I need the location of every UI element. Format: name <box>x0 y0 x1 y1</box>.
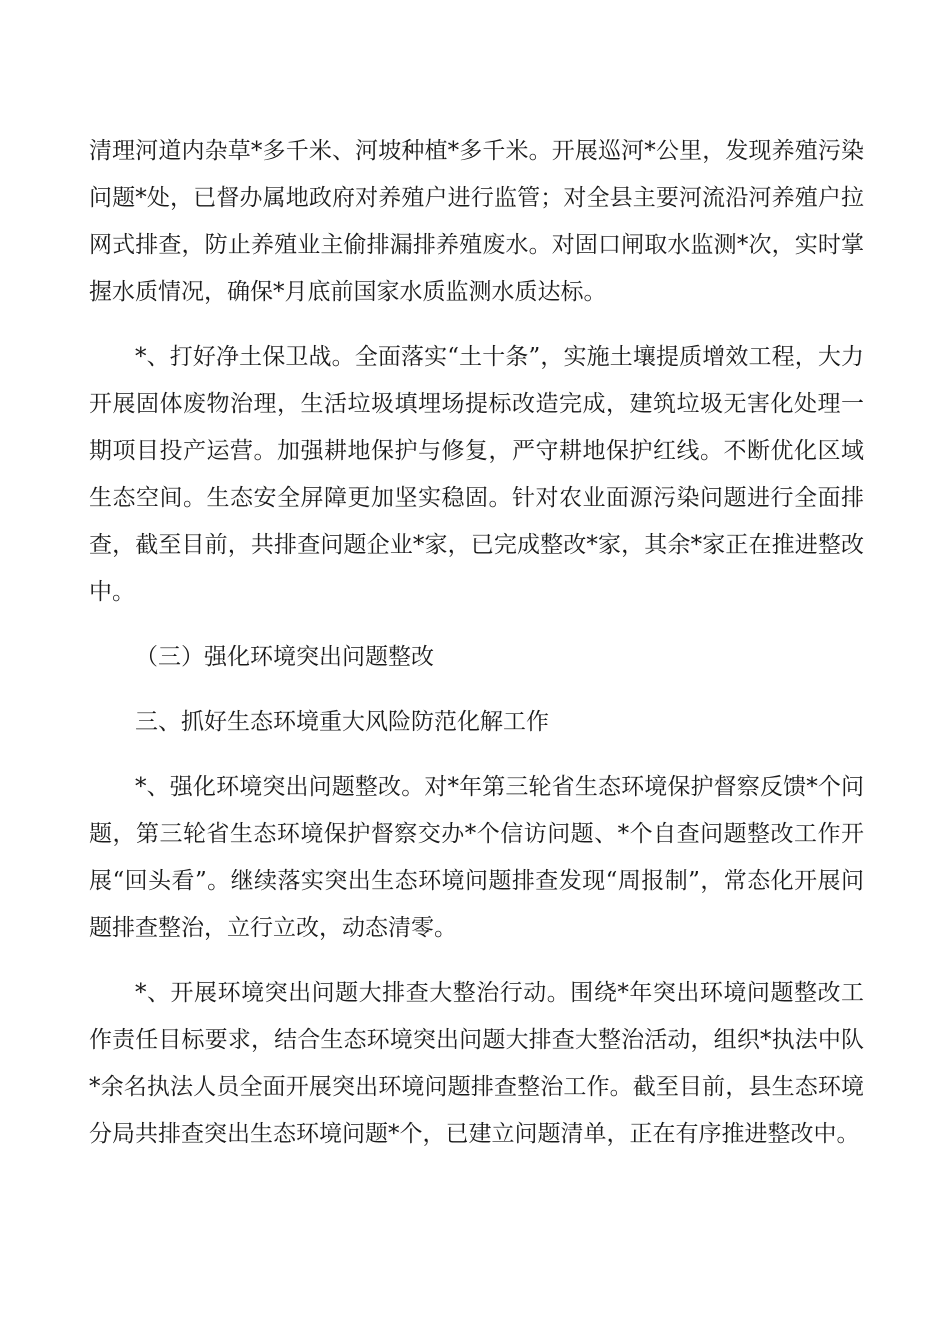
paragraph-soil-protection: *、打好净土保卫战。全面落实“土十条”，实施土壤提质增效工程，大力开展固体废物治理，生活垃圾填埋场提标改造完成，建筑垃圾无害化处理一期项目投产运营。加强耕地保护与修复，严守耕地保护红线。不断优化区域生态空间。生态安全屏障更加坚实稳固。针对农业面源污染问题进行全面排查，截至目前，共排查问题企业*家，已完成整改*家，其余*家正在推进整改中。 <box>89 344 864 605</box>
paragraph-river-cleanup: 清理河道内杂草*多千米、河坡种植*多千米。开展巡河*公里，发现养殖污染问题*处，已督办属地政府对养殖户进行监管；对全县主要河流沿河养殖户拉网式排查，防止养殖业主偷排漏排养殖废水。对固口闸取水监测*次，实时掌握水质情况，确保*月底前国家水质监测水质达标。 <box>89 138 864 305</box>
section-heading-rectification: （三）强化环境突出问题整改 <box>135 644 434 670</box>
paragraph-rectification: *、强化环境突出问题整改。对*年第三轮省生态环境保护督察反馈*个问题，第三轮省生态环境保护督察交办*个信访问题、*个自查问题整改工作开展“回头看”。继续落实突出生态环境问题排查发现“周报制”，常态化开展问题排查整治，立行立改，动态清零。 <box>89 774 864 941</box>
paragraph-inspection-campaign: *、开展环境突出问题大排查大整治行动。围绕*年突出环境问题整改工作责任目标要求，结合生态环境突出问题大排查大整治活动，组织*执法中队*余名执法人员全面开展突出环境问题排查整治工作。截至目前，县生态环境分局共排查突出生态环境问题*个，已建立问题清单，正在有序推进整改中。 <box>89 980 864 1147</box>
section-heading-risk-prevention: 三、抓好生态环境重大风险防范化解工作 <box>135 709 549 735</box>
document-body <box>89 128 864 1158</box>
